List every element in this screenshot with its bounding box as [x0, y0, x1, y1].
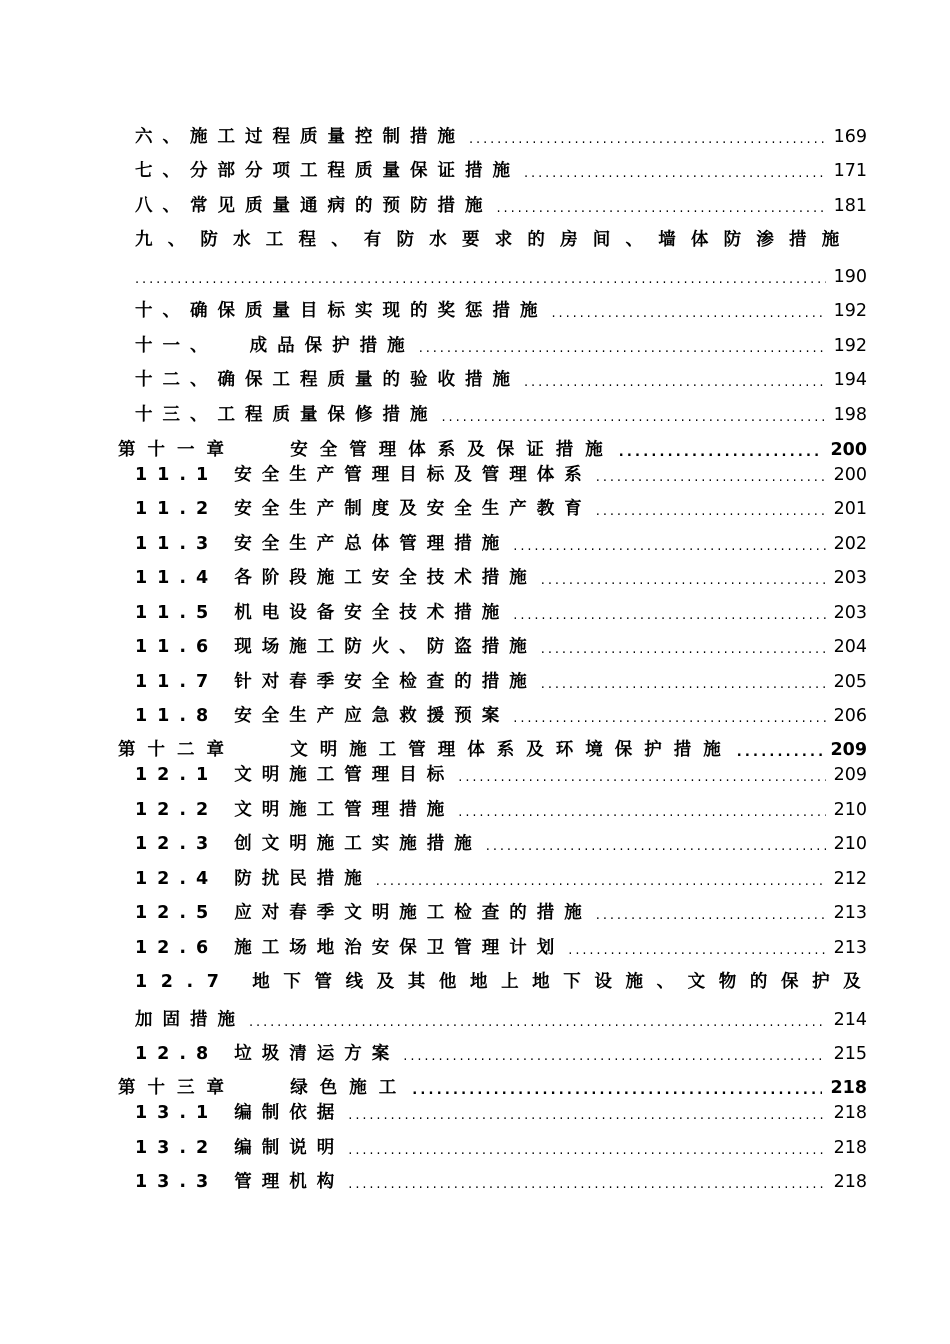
- toc-entry[interactable]: [135, 529, 867, 559]
- toc-entry-title: 13.1 编制依据: [135, 1103, 345, 1123]
- toc-page-number: 218: [833, 1103, 867, 1123]
- toc-entry[interactable]: [135, 365, 867, 395]
- toc-entry[interactable]: [135, 864, 867, 894]
- toc-page-number: 202: [833, 534, 867, 554]
- toc-entry-title: 十、确保质量目标实现的奖惩措施: [135, 301, 548, 321]
- toc-entry-title: 八、常见质量通病的预防措施: [135, 196, 493, 216]
- toc-entry[interactable]: [135, 829, 867, 859]
- toc-entry-title: 11.8 安全生产应急救援预案: [135, 706, 510, 726]
- toc-entry-title: 十一、 成品保护措施: [135, 336, 415, 356]
- toc-entry-title: 11.2 安全生产制度及安全生产教育: [135, 499, 592, 519]
- toc-page-number: 200: [830, 440, 867, 460]
- toc-entry[interactable]: [135, 331, 867, 361]
- toc-entry-title[interactable]: 12.7 地下管线及其他地上地下设施、文物的保护及: [135, 972, 875, 992]
- toc-page-number: 190: [833, 267, 867, 287]
- toc-page-number: 194: [833, 370, 867, 390]
- toc-page-number: 218: [830, 1078, 867, 1098]
- toc-entry[interactable]: [135, 898, 867, 928]
- toc-entry-title: 12.3 创文明施工实施措施: [135, 834, 482, 854]
- dot-leader: [596, 500, 826, 524]
- toc-page-number: 192: [833, 336, 867, 356]
- dot-leader: [376, 870, 826, 894]
- toc-entry-title: 13.2 编制说明: [135, 1138, 345, 1158]
- toc-entry-title: 13.3 管理机构: [135, 1172, 345, 1192]
- toc-entry[interactable]: [135, 1005, 867, 1035]
- toc-page-number: 209: [833, 765, 867, 785]
- toc-page-number: 213: [833, 903, 867, 923]
- dot-leader: [458, 801, 825, 825]
- toc-entry[interactable]: [135, 1039, 867, 1069]
- toc-entry-title: 12.8 垃圾清运方案: [135, 1044, 400, 1064]
- toc-entry[interactable]: [135, 460, 867, 490]
- dot-leader: [348, 1139, 825, 1163]
- toc-entry[interactable]: [135, 122, 867, 152]
- dot-leader: [524, 371, 826, 395]
- toc-entry-title: 12.1 文明施工管理目标: [135, 765, 455, 785]
- dot-leader: [541, 673, 826, 697]
- dot-leader: [552, 302, 826, 326]
- dot-leader: [568, 939, 825, 963]
- toc-page-number: 215: [833, 1044, 867, 1064]
- toc-entry[interactable]: [135, 262, 867, 292]
- toc-entry[interactable]: [135, 1133, 867, 1163]
- toc-page-number: 218: [833, 1172, 867, 1192]
- toc-entry[interactable]: [135, 598, 867, 628]
- toc-entry-title: 12.5 应对春季文明施工检查的措施: [135, 903, 592, 923]
- toc-page-number: 181: [833, 196, 867, 216]
- toc-page-number: 198: [833, 405, 867, 425]
- toc-entry[interactable]: [135, 296, 867, 326]
- toc-chapter-title: 第十二章 文明施工管理体系及环境保护措施: [118, 740, 733, 760]
- toc-entry-title: 11.6 现场施工防火、防盗措施: [135, 637, 537, 657]
- toc-entry-title: 12.2 文明施工管理措施: [135, 800, 455, 820]
- toc-entry-title: 11.5 机电设备安全技术措施: [135, 603, 510, 623]
- dot-leader: [524, 162, 826, 186]
- toc-page-number: 169: [833, 127, 867, 147]
- toc-page-number: 204: [833, 637, 867, 657]
- dot-leader: [419, 337, 826, 361]
- toc-page-number: 171: [833, 161, 867, 181]
- toc-entry[interactable]: [135, 933, 867, 963]
- toc-page-number: 203: [833, 603, 867, 623]
- toc-entry-title: 12.6 施工场地治安保卫管理计划: [135, 938, 565, 958]
- dot-leader: [596, 466, 826, 490]
- toc-entry[interactable]: [135, 1098, 867, 1128]
- dot-leader: [469, 128, 826, 152]
- dot-leader: [497, 197, 826, 221]
- toc-entry[interactable]: [135, 1167, 867, 1197]
- toc-entry[interactable]: [135, 701, 867, 731]
- dot-leader: [348, 1104, 825, 1128]
- toc-page-number: 218: [833, 1138, 867, 1158]
- toc-entry-title: 十三、工程质量保修措施: [135, 405, 438, 425]
- toc-page-number: 206: [833, 706, 867, 726]
- toc-page-number: 192: [833, 301, 867, 321]
- toc-page-number: 210: [833, 834, 867, 854]
- dot-leader: [541, 638, 826, 662]
- toc-entry-title[interactable]: 九、防水工程、有防水要求的房间、墙体防渗措施: [135, 230, 855, 250]
- dot-leader: [486, 835, 826, 859]
- dot-leader: [135, 268, 826, 292]
- toc-entry[interactable]: [135, 156, 867, 186]
- toc-page-number: 201: [833, 499, 867, 519]
- toc-entry[interactable]: [135, 494, 867, 524]
- toc-entry-title: 七、分部分项工程质量保证措施: [135, 161, 520, 181]
- toc-entry[interactable]: [135, 400, 867, 430]
- toc-entry[interactable]: [135, 667, 867, 697]
- toc-entry-title: 11.4 各阶段施工安全技术措施: [135, 568, 537, 588]
- toc-page-number: 212: [833, 869, 867, 889]
- dot-leader: [458, 766, 825, 790]
- toc-entry[interactable]: [135, 563, 867, 593]
- toc-entry-title: 12.4 防扰民措施: [135, 869, 372, 889]
- dot-leader: [596, 904, 826, 928]
- dot-leader: [513, 604, 825, 628]
- toc-entry[interactable]: [135, 760, 867, 790]
- dot-leader: [403, 1045, 825, 1069]
- toc-chapter-title: 第十一章 安全管理体系及保证措施: [118, 440, 615, 460]
- toc-entry[interactable]: [135, 191, 867, 221]
- dot-leader: [513, 535, 825, 559]
- toc-chapter-title: 第十三章 绿色施工: [118, 1078, 409, 1098]
- toc-entry-title: 11.1 安全生产管理目标及管理体系: [135, 465, 592, 485]
- toc-entry[interactable]: [135, 632, 867, 662]
- toc-page-number: 205: [833, 672, 867, 692]
- dot-leader: [249, 1011, 826, 1035]
- dot-leader: [513, 707, 825, 731]
- dot-leader: [442, 406, 826, 430]
- toc-page-number: 209: [830, 740, 867, 760]
- dot-leader: [541, 569, 826, 593]
- toc-entry-title: 加固措施: [135, 1010, 245, 1030]
- toc-page-number: 200: [833, 465, 867, 485]
- toc-page-number: 210: [833, 800, 867, 820]
- toc-entry-title: 11.3 安全生产总体管理措施: [135, 534, 510, 554]
- dot-leader: [348, 1173, 825, 1197]
- toc-page-number: 213: [833, 938, 867, 958]
- toc-page-number: 203: [833, 568, 867, 588]
- toc-entry-title: 11.7 针对春季安全检查的措施: [135, 672, 537, 692]
- toc-entry-title: 十二、确保工程质量的验收措施: [135, 370, 520, 390]
- toc-page-number: 214: [833, 1010, 867, 1030]
- toc-entry[interactable]: [135, 795, 867, 825]
- toc-entry-title: 六、施工过程质量控制措施: [135, 127, 465, 147]
